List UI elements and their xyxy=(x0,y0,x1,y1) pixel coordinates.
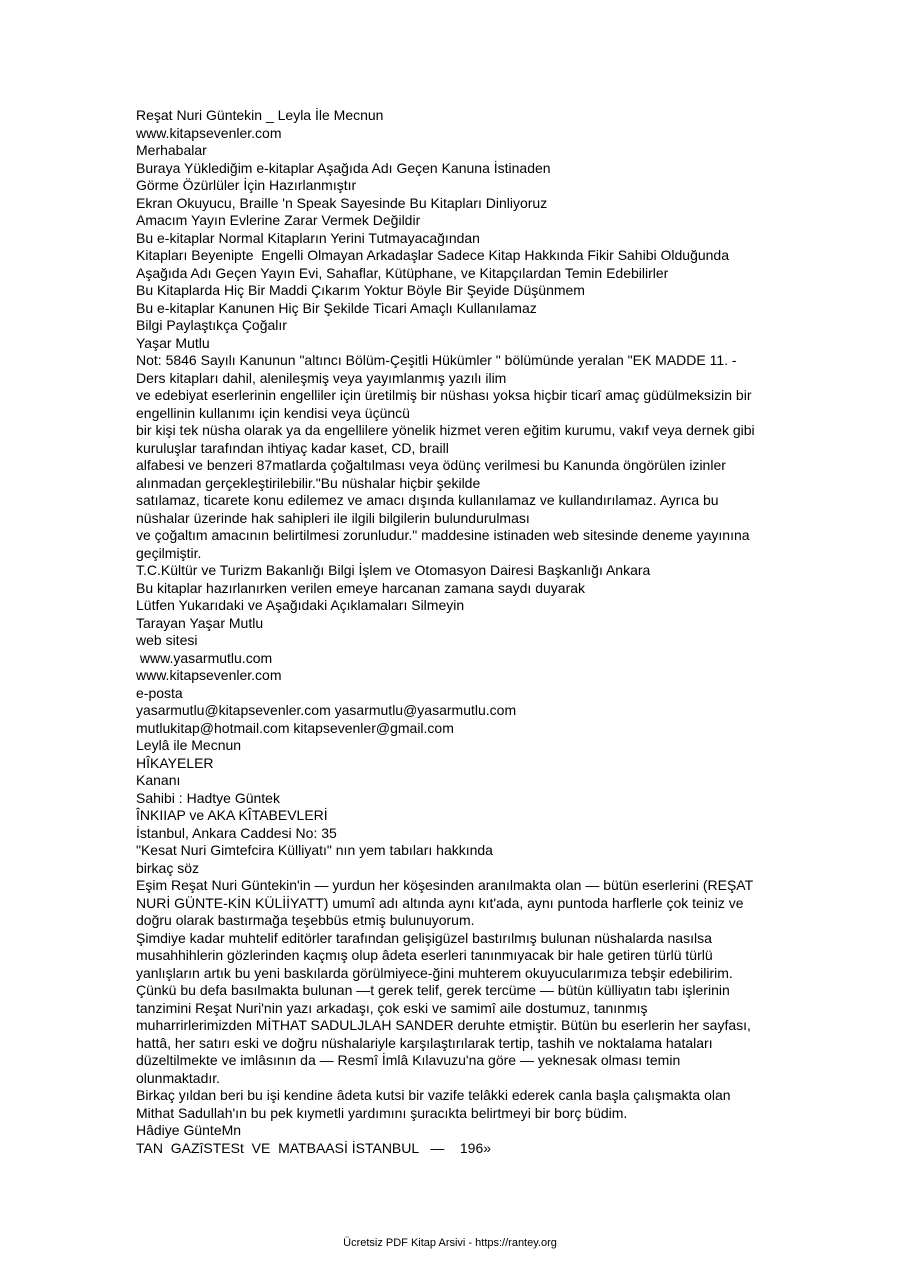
document-line: ÎNKIIAP ve AKA KÎTABEVLERİ xyxy=(136,807,328,823)
document-line: Bu kitaplar hazırlanırken verilen emeye harcanan zamana saydı duyarak xyxy=(136,579,586,596)
document-line: NURİ GÜNTE-KİN KÜLİİYATT) umumî adı altında aynı kıt'ada, aynı puntoda harflerle çok teiniz ve xyxy=(136,894,744,911)
document-line: musahhihlerin gözlerinden kaçmış olup âdeta eserleri tanınmıyacak bir hale getiren türlü türlü xyxy=(136,947,713,963)
document-line: Lütfen Yukarıdaki ve Aşağıdaki Açıklamaları Silmeyin xyxy=(136,597,465,613)
document-line: Eşim Reşat Nuri Güntekin'in — yurdun her köşesinden aranılmakta olan — bütün eserlerini (REŞAT xyxy=(136,877,754,893)
document-line: Şimdiye kadar muhtelif editörler tarafından gelişigüzel bastırılmış bulunan nüshalarda nasılsa xyxy=(136,929,712,946)
document-line: www.kitapsevenler.com xyxy=(136,667,282,683)
document-body xyxy=(136,107,816,1157)
document-line: birkaç söz xyxy=(136,859,200,876)
document-line: ve edebiyat eserlerinin engelliler için üretilmiş bir nüshası yoksa hiçbir ticarî amaç güdülmeksizin bir xyxy=(136,387,752,403)
document-line: Ekran Okuyucu, Braille 'n Speak Sayesinde Bu Kitapları Dinliyoruz xyxy=(136,194,548,211)
document-line: Yaşar Mutlu xyxy=(136,334,210,351)
document-line: engellinin kullanımı için kendisi veya üçüncü xyxy=(136,404,410,421)
document-line: HÎKAYELER xyxy=(136,754,214,771)
document-line: e-posta xyxy=(136,684,183,701)
document-line: Mithat Sadullah'ın bu pek kıymetli yardımını şuracıkta belirtmeyi bir borç büdim. xyxy=(136,1104,628,1121)
document-line: Kitapları Beyenipte Engelli Olmayan Arkadaşlar Sadece Kitap Hakkında Fikir Sahibi Olduğunda xyxy=(136,247,729,263)
document-line: yasarmutlu@kitapsevenler.com yasarmutlu@yasarmutlu.com xyxy=(136,702,517,718)
document-line: muharrirlerimizden MİTHAT SADULJLAH SANDER deruhte etmiştir. Bütün bu eserlerin her sayfası, xyxy=(136,1017,751,1033)
document-line: alınmadan gerçekleştirilebilir."Bu nüshalar hiçbir şekilde xyxy=(136,474,481,491)
document-line: Reşat Nuri Güntekin _ Leyla İle Mecnun xyxy=(136,107,384,123)
document-line: Bu e-kitaplar Normal Kitapların Yerini Tutmayacağından xyxy=(136,229,480,246)
document-line: hattâ, her satırı eski ve doğru nüshalariyle karşılaştırılarak tertip, tashih ve noktalama hataları xyxy=(136,1034,713,1051)
document-line: alfabesi ve benzeri 87matlarda çoğaltılması veya ödünç verilmesi bu Kanunda öngörülen izinler xyxy=(136,457,726,473)
document-line: "Kesat Nuri Gimtefcira Külliyatı" nın yem tabıları hakkında xyxy=(136,842,493,858)
document-line: İstanbul, Ankara Caddesi No: 35 xyxy=(136,824,337,841)
document-line: Bu e-kitaplar Kanunen Hiç Bir Şekilde Ticari Amaçlı Kullanılamaz xyxy=(136,299,537,316)
document-line: Buraya Yüklediğim e-kitaplar Aşağıda Adı Geçen Kanuna İstinaden xyxy=(136,159,551,176)
document-line: Çünkü bu defa basılmakta bulunan —t gerek telif, gerek tercüme — bütün külliyatın tabı işlerinin xyxy=(136,982,730,998)
document-line: Merhabalar xyxy=(136,142,207,158)
page-footer: Ücretsiz PDF Kitap Arsivi - https://rantey.org xyxy=(343,1237,557,1249)
document-line: Bilgi Paylaştıkça Çoğalır xyxy=(136,317,287,333)
document-line: satılamaz, ticarete konu edilemez ve amacı dışında kullanılamaz ve kullandırılamaz. Ayrıca bu xyxy=(136,492,719,508)
document-line: kuruluşlar tarafından ihtiyaç kadar kaset, CD, braill xyxy=(136,439,449,456)
document-line: Aşağıda Adı Geçen Yayın Evi, Sahaflar, Kütüphane, ve Kitapçılardan Temin Edebilirler xyxy=(136,264,669,281)
document-line: Amacım Yayın Evlerine Zarar Vermek Değildir xyxy=(136,212,421,228)
document-line: bir kişi tek nüsha olarak ya da engellilere yönelik hizmet veren eğitim kurumu, vakıf veya dernek gibi xyxy=(136,422,755,438)
document-line: www.yasarmutlu.com xyxy=(136,649,273,666)
document-line: Kananı xyxy=(136,772,181,788)
document-line: Leylâ ile Mecnun xyxy=(136,737,242,753)
document-line: Bu Kitaplarda Hiç Bir Maddi Çıkarım Yoktur Böyle Bir Şeyide Düşünmem xyxy=(136,282,585,298)
document-line: ve çoğaltım amacının belirtilmesi zorunludur." maddesine istinaden web sitesinde deneme yayınına xyxy=(136,527,750,543)
document-line: Hâdiye GünteMn xyxy=(136,1122,242,1138)
document-line: www.kitapsevenler.com xyxy=(136,124,282,141)
document-line: Not: 5846 Sayılı Kanunun "altıncı Bölüm-Çeşitli Hükümler " bölümünde yeralan "EK MADDE 11. - xyxy=(136,352,737,368)
document-line: Görme Özürlüler İçin Hazırlanmıştır xyxy=(136,177,357,193)
document-line: nüshalar üzerinde hak sahipleri ile ilgili bilgilerin bulundurulması xyxy=(136,509,530,526)
document-line: web sitesi xyxy=(136,632,198,648)
document-line: T.C.Kültür ve Turizm Bakanlığı Bilgi İşlem ve Otomasyon Dairesi Başkanlığı Ankara xyxy=(136,562,651,578)
document-line: mutlukitap@hotmail.com kitapsevenler@gmail.com xyxy=(136,719,454,736)
document-line: Birkaç yıldan beri bu işi kendine âdeta kutsi bir vazife telâkki ederek canla başla çalışmakta olan xyxy=(136,1087,731,1103)
document-line: olunmaktadır. xyxy=(136,1069,221,1086)
document-line: yanlışların artık bu yeni baskılarda görülmiyece-ğini muhterem okuyucularımıza tebşir edebilirim. xyxy=(136,964,733,981)
document-line: doğru olarak bastırmağa teşebbüs etmiş bulunuyorum. xyxy=(136,912,475,928)
document-line: TAN GAZîSTESt VE MATBAASİ İSTANBUL — 196» xyxy=(136,1139,492,1156)
document-line: Sahibi : Hadtye Güntek xyxy=(136,789,280,806)
document-line: tanzimini Reşat Nuri'nin yazı arkadaşı, çok eski ve samimî aile dostumuz, tanınmış xyxy=(136,999,648,1016)
document-line: Ders kitapları dahil, alenileşmiş veya yayımlanmış yazılı ilim xyxy=(136,369,507,386)
document-line: düzeltilmekte ve imlâsının da — Resmî İmlâ Kılavuzu'na göre — yeknesak olması temin xyxy=(136,1052,681,1068)
document-line: geçilmiştir. xyxy=(136,544,202,561)
document-line: Tarayan Yaşar Mutlu xyxy=(136,614,264,631)
